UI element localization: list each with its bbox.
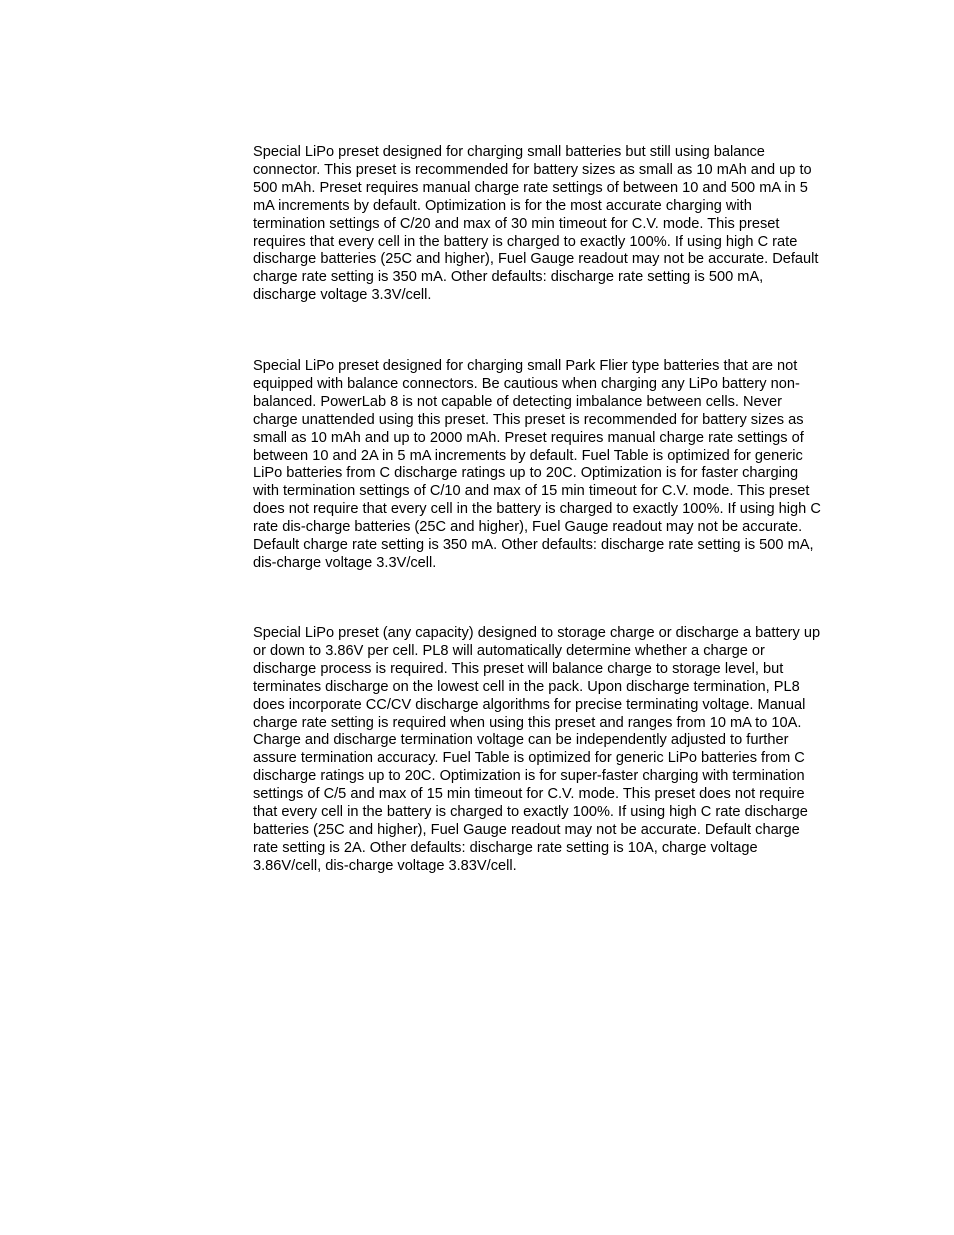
preset-description-paragraph: Special LiPo preset (any capacity) designed to storage charge or discharge a battery up or down to 3.86V per cell. PL8 will automatically determine whether a charge or discharge process is required. This preset will balance charge to storage level, but terminates discharge on the lowest cell in the pack. Upon discharge termination, PL8 does incorporate CC/CV discharge algorithms for precise terminating voltage. Manual charge rate setting is required when using this preset and ranges from 10 mA to 10A. Charge and discharge termination voltage can be independently adjusted to further assure termination accuracy. Fuel Table is optimized for generic LiPo batteries from C discharge ratings up to 20C. Optimization is for super-faster charging with termination settings of C/5 and max of 15 min timeout for C.V. mode. This preset does not require that every cell in the battery is charged to exactly 100%. If using high C rate discharge batteries (25C and higher), Fuel Gauge readout may not be accurate. Default charge rate setting is 2A. Other defaults: discharge rate setting is 10A, charge voltage 3.86V/cell, dis-charge voltage 3.83V/cell. (253, 625, 821, 874)
preset-description-paragraph: Special LiPo preset designed for charging small batteries but still using balance connector. This preset is recommended for battery sizes as small as 10 mAh and up to 500 mAh. Preset requires manual charge rate settings of between 10 and 500 mA in 5 mA increments by default. Optimization is for the most accurate charging with termination settings of C/20 and max of 30 min timeout for C.V. mode. This preset requires that every cell in the battery is charged to exactly 100%. If using high C rate discharge batteries (25C and higher), Fuel Gauge readout may not be accurate. Default charge rate setting is 350 mA. Other defaults: discharge rate setting is 500 mA, discharge voltage 3.3V/cell. (253, 144, 819, 304)
preset-description-paragraph: Special LiPo preset designed for charging small Park Flier type batteries that are not equipped with balance connectors. Be cautious when charging any LiPo battery non- balanced. PowerLab 8 is not capable of detecting imbalance between cells. Never charge unattended using this preset. This preset is recommended for battery sizes as small as 10 mAh and up to 2000 mAh. Preset requires manual charge rate settings of between 10 and 2A in 5 mA increments by default. Fuel Table is optimized for generic LiPo batteries from C discharge ratings up to 20C. Optimization is for faster charging with termination settings of C/10 and max of 15 min timeout for C.V. mode. This preset does not require that every cell in the battery is charged to exactly 100%. If using high C rate dis-charge batteries (25C and higher), Fuel Gauge readout may not be accurate. Default charge rate setting is 350 mA. Other defaults: discharge rate setting is 500 mA, dis-charge voltage 3.3V/cell. (253, 358, 821, 571)
